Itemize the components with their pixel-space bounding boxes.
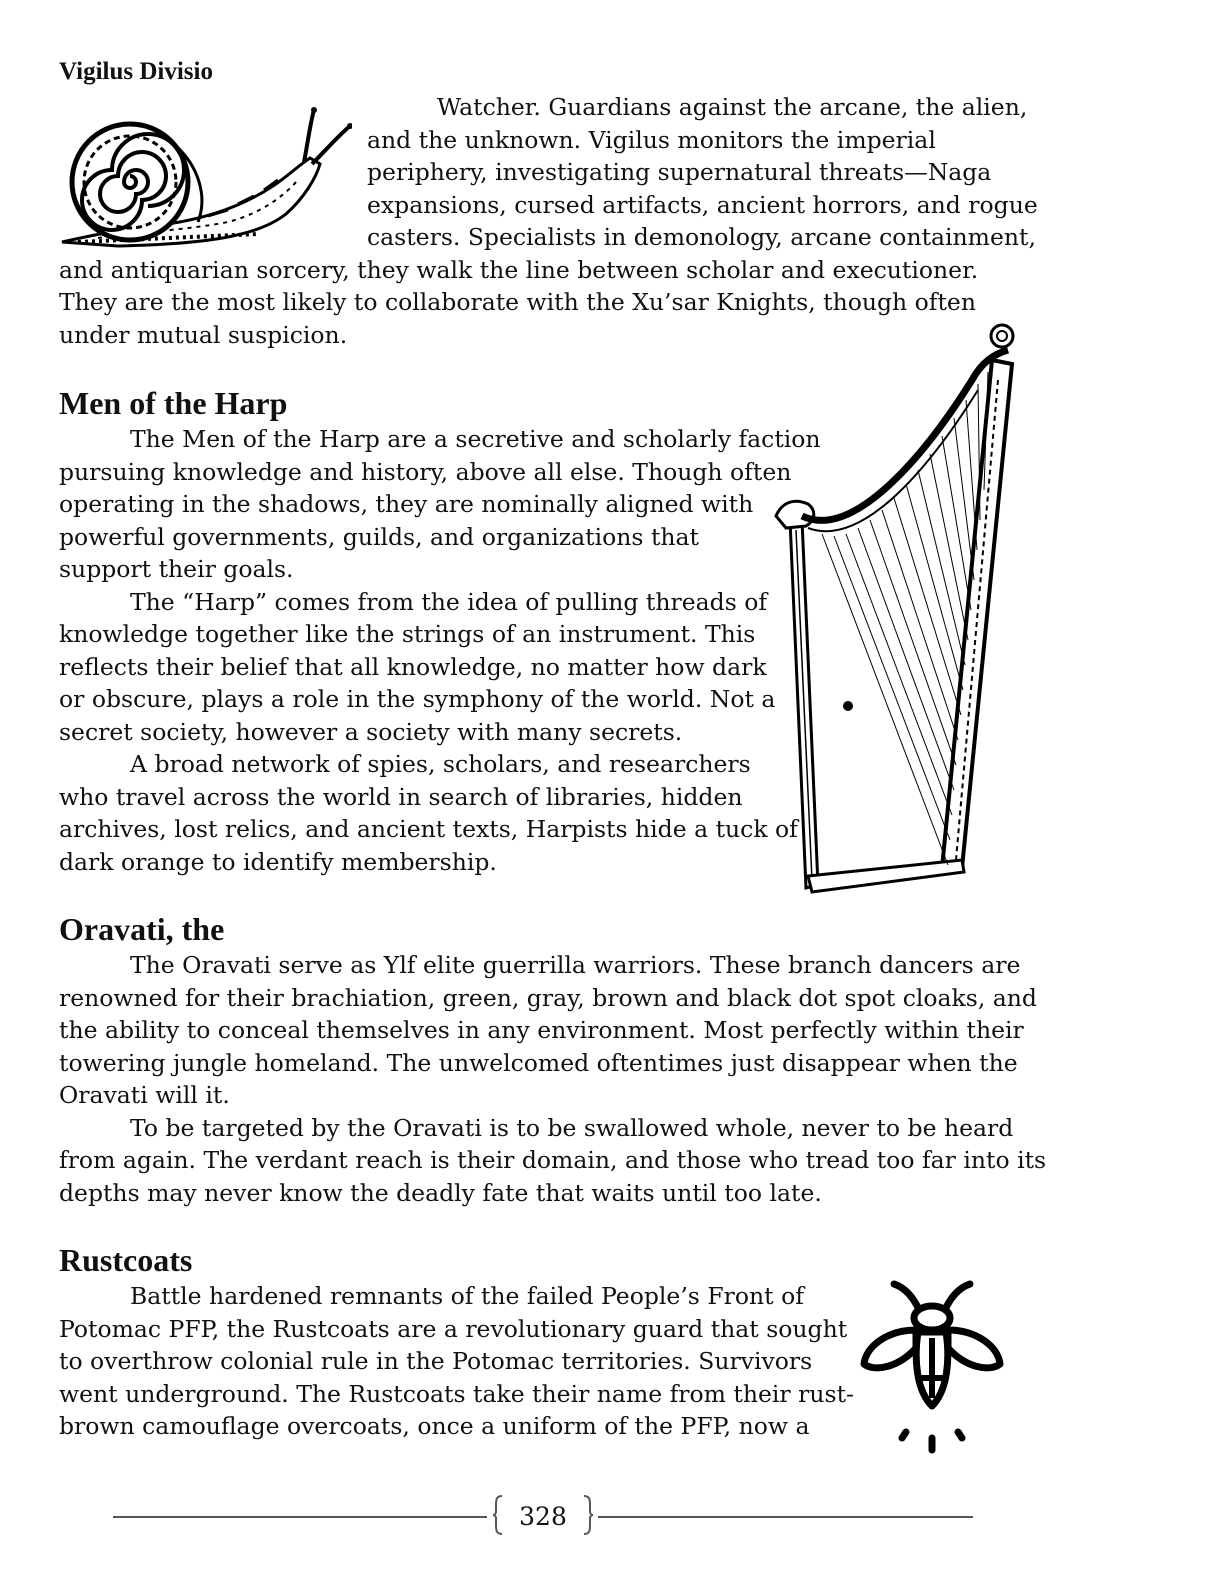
text-line: To be targeted by the Oravati is to be swallowed whole, never to be heard bbox=[130, 1113, 1014, 1142]
section-heading-rustcoats: Rustcoats bbox=[59, 1242, 193, 1278]
section-body-rustcoats bbox=[59, 1280, 854, 1443]
text-line: operating in the shadows, they are nominally aligned with bbox=[59, 490, 754, 518]
section-body-harp bbox=[59, 423, 821, 878]
section-heading-harp: Men of the Harp bbox=[59, 385, 288, 421]
text-line: reflects their belief that all knowledge, no matter how dark bbox=[59, 652, 767, 681]
text-line: renowned for their brachiation, green, gray, brown and black dot spot cloaks, and bbox=[59, 983, 1037, 1012]
text-line: pursuing knowledge and history, above all else. Though often bbox=[59, 457, 792, 486]
text-line: towering jungle homeland. The unwelcomed oftentimes just disappear when the bbox=[59, 1048, 1018, 1077]
text-line: powerful governments, guilds, and organizations that bbox=[59, 522, 699, 551]
text-line: Watcher. Guardians against the arcane, the alien, bbox=[437, 93, 1028, 121]
text-line: Potomac PFP, the Rustcoats are a revolutionary guard that sought bbox=[59, 1314, 848, 1343]
section-body-vigilus bbox=[59, 91, 1038, 351]
text-line: and the unknown. Vigilus monitors the imperial bbox=[367, 125, 936, 154]
text-line: A broad network of spies, scholars, and researchers bbox=[130, 750, 751, 778]
section-heading-vigilus: Vigilus Divisio bbox=[59, 58, 213, 85]
footer-rule-right bbox=[598, 1516, 973, 1518]
text-line: depths may never know the deadly fate that waits until too late. bbox=[59, 1178, 822, 1207]
text-line: dark orange to identify membership. bbox=[59, 847, 497, 876]
text-line: expansions, cursed artifacts, ancient horrors, and rogue bbox=[367, 190, 1038, 219]
text-line: secret society, however a society with many secrets. bbox=[59, 717, 683, 746]
text-line: Battle hardened remnants of the failed People’s Front of bbox=[130, 1282, 804, 1310]
text-line: brown camouflage overcoats, once a uniform of the PFP, now a bbox=[59, 1412, 810, 1440]
text-line: went underground. The Rustcoats take their name from their rust- bbox=[59, 1379, 854, 1408]
text-line: archives, lost relics, and ancient texts, Harpists hide a tuck of bbox=[59, 815, 798, 843]
page-number: 328 bbox=[519, 1502, 567, 1531]
text-line: who travel across the world in search of libraries, hidden bbox=[59, 782, 743, 811]
firefly-icon bbox=[858, 1278, 1008, 1454]
text-line: periphery, investigating supernatural threats—Naga bbox=[367, 158, 992, 186]
text-line: knowledge together like the strings of an instrument. This bbox=[59, 620, 756, 648]
text-line: The “Harp” comes from the idea of pulling threads of bbox=[130, 587, 768, 616]
text-line: They are the most likely to collaborate with the Xu’sar Knights, though often bbox=[59, 288, 976, 316]
text-line: from again. The verdant reach is their domain, and those who tread too far into its bbox=[59, 1146, 1047, 1174]
footer-rule-left bbox=[113, 1516, 487, 1518]
text-line: casters. Specialists in demonology, arcane containment, bbox=[367, 223, 1036, 251]
text-line: the ability to conceal themselves in any environment. Most perfectly within their bbox=[59, 1016, 1024, 1044]
text-line: The Oravati serve as Ylf elite guerrilla warriors. These branch dancers are bbox=[130, 951, 1021, 979]
section-body-oravati bbox=[59, 949, 1046, 1209]
text-line: under mutual suspicion. bbox=[59, 320, 348, 349]
text-line: to overthrow colonial rule in the Potomac territories. Survivors bbox=[59, 1347, 813, 1375]
section-heading-oravati: Oravati, the bbox=[59, 911, 225, 947]
text-line: support their goals. bbox=[59, 555, 294, 583]
text-line: Oravati will it. bbox=[59, 1081, 230, 1109]
text-line: or obscure, plays a role in the symphony of the world. Not a bbox=[59, 685, 776, 713]
footer-bracket-right bbox=[582, 1494, 594, 1536]
text-line: and antiquarian sorcery, they walk the line between scholar and executioner. bbox=[59, 255, 979, 284]
text-line: The Men of the Harp are a secretive and scholarly faction bbox=[130, 425, 821, 453]
